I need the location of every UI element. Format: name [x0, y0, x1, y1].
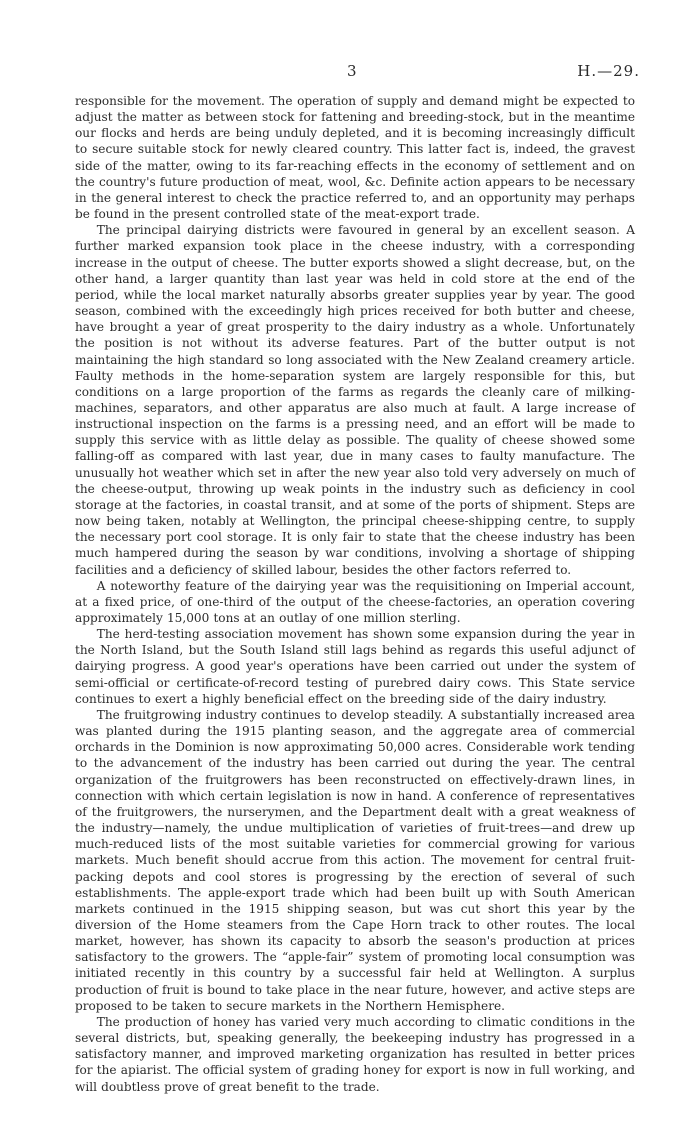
paragraph-honey-production: The production of honey has varied very much according to climatic conditions in the several districts, but, speaking generally, the beekeeping industry has progressed in a satisfactory manner, and improved marketing organization has resulted in better prices for the apiarist. The official system of grading honey for export is now in full working, and will doubtless prove of great benefit to the trade. — [75, 1014, 635, 1094]
paragraph-herd-testing: The herd-testing association movement has shown some expansion during the year in the North Island, but the South Island still lags behind as regards this useful adjunct of dairying progress. A good year's operations have been carried out under the system of semi-official or certificate-of-record testing of purebred dairy cows. This State service continues to exert a highly beneficial effect on the breeding side of the dairy industry. — [75, 627, 635, 706]
paragraph-cheese-requisition: A noteworthy feature of the dairying year was the requisitioning on Imperial account, at a fixed price, of one-third of the output of the cheese-factories, an operation covering approximately 15,000 tons at an outlay of one million sterling. — [75, 578, 635, 625]
document-reference: H.—29. — [577, 62, 640, 80]
paragraph-dairying-season: The principal dairying districts were favoured in general by an excellent season. A further marked expansion took place in the cheese industry, with a corresponding increase in the output of cheese. The butter exports showed a slight decrease, but, on the other hand, a larger quantity than last year was held in cold store at the end of the period, while the local market naturally absorbs greater supplies year by year. The good season, combined with the exceedingly high prices received for both butter and cheese, have brought a year of great prosperity to the dairy industry as a whole. Unfortunately the position is not without its adverse features. Part of the butter output is not maintaining the high standard so long associated with the New Zealand creamery article. Faulty methods in the home-separation system are largely responsible for this, but conditions on a large proportion of the farms as regards the cleanly care of milking-machines, separators, and other apparatus are also much at fault. A large increase of instructional inspection on the farms is a pressing need, and an effort will be made to supply this service with as little delay as possible. The quality of cheese showed some falling-off as compared with last year, due in many cases to faulty manufacture. The unusually hot weather which set in after the new year also told very adversely on much of the cheese-output, throwing up weak points in the industry such as deficiency in cool storage at the factories, in coastal transit, and at some of the ports of shipment. Steps are now being taken, notably at Wellington, the principal cheese-shipping centre, to supply the necessary port cool storage. It is only fair to state that the cheese industry has been much hampered during the season by war conditions, involving a shortage of shipping facilities and a deficiency of skilled labour, besides the other factors referred to. — [75, 223, 635, 577]
paragraph-stock-movement: responsible for the movement. The operation of supply and demand might be expected to adjust the matter as between stock for fattening and breeding-stock, but in the meantime our flocks and herds are being unduly depleted, and it is becoming increasingly difficult to secure suitable stock for newly cleared country. This latter fact is, indeed, the gravest side of the matter, owing to its far-reaching effects in the economy of settlement and on the country's future production of meat, wool, &c. Definite action appears to be necessary in the general interest to check the practice referred to, and an opportunity may perhaps be found in the present controlled state of the meat-export trade. — [75, 94, 635, 222]
paragraph-fruitgrowing: The fruitgrowing industry continues to develop steadily. A substantially increased area was planted during the 1915 planting season, and the aggregate area of commercial orchards in the Dominion is now approximating 50,000 acres. Considerable work tending to the advancement of the industry has been carried out during the year. The central organization of the fruitgrowers has been reconstructed on effectively-drawn lines, in connection with which certain legislation is now in hand. A conference of representatives of the fruitgrowers, the nurserymen, and the Department dealt with a great weakness of the industry—namely, the undue multiplication of varieties of fruit-trees—and drew up much-reduced lists of the most suitable varieties for commercial growing for various markets. Much benefit should accrue from this action. The movement for central fruit-packing depots and cool stores is progressing by the erection of several of such establishments. The apple-export trade which had been built up with South American markets continued in the 1915 shipping season, but was cut short this year by the diversion of the Home steamers from the Cape Horn track to other routes. The local market, however, has shown its capacity to absorb the season's production at prices satisfactory to the growers. The “apple-fair” system of promoting local consumption was initiated recently in this country by a successful fair held at Wellington. A surplus production of fruit is bound to take place in the near future, however, and active steps are proposed to be taken to secure markets in the Northern Hemisphere. — [75, 707, 635, 1013]
page-number: 3 — [346, 62, 358, 80]
body-text — [75, 93, 635, 1095]
